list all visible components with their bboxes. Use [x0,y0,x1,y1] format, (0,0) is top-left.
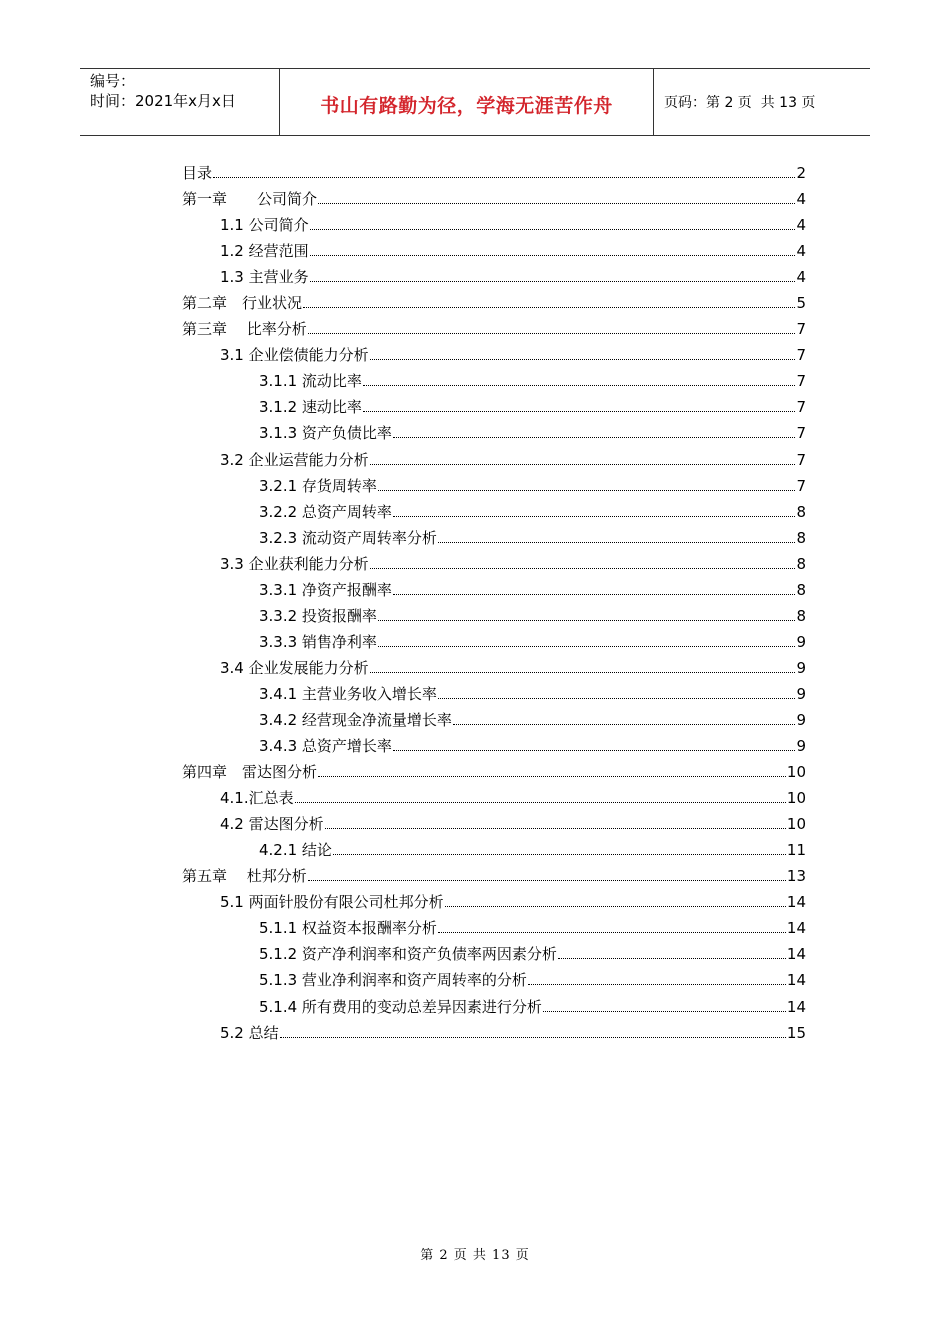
toc-entry[interactable] [182,915,806,941]
toc-entry[interactable] [182,368,806,394]
toc-entry[interactable] [182,420,806,446]
toc-entry[interactable] [182,1020,806,1046]
toc-entry[interactable] [182,551,806,577]
toc-entry[interactable] [182,785,806,811]
toc-entry-page: 13 [786,867,806,886]
toc-entry[interactable] [182,707,806,733]
toc-entry-page: 7 [796,320,806,339]
toc-entry[interactable] [182,473,806,499]
toc-entry-label: 5.1.2 资产净利润率和资产负债率两因素分析 [259,945,557,964]
toc-dot-leader [363,384,796,386]
toc-entry-label: 第一章 公司简介 [182,190,318,209]
toc-entry-label: 5.1 两面针股份有限公司杜邦分析 [220,893,444,912]
toc-entry-label: 3.1.2 速动比率 [259,398,362,417]
toc-entry-page: 7 [796,372,806,391]
toc-entry-page: 9 [796,684,806,703]
toc-entry-page: 7 [796,476,806,495]
toc-entry-page: 8 [796,528,806,547]
toc-entry-label: 4.2 雷达图分析 [220,815,324,834]
toc-entry-page: 10 [786,815,806,834]
toc-dot-leader [308,332,796,334]
toc-entry[interactable] [182,811,806,837]
toc-entry-label: 1.2 经营范围 [220,242,309,261]
toc-entry[interactable] [182,967,806,993]
toc-entry[interactable] [182,681,806,707]
toc-entry[interactable] [182,160,806,186]
toc-entry-page: 14 [786,919,806,938]
toc-entry-label: 3.2 企业运营能力分析 [220,450,369,469]
toc-dot-leader [393,749,796,751]
toc-entry-page: 8 [796,502,806,521]
toc-dot-leader [370,358,796,360]
toc-entry-label: 3.3.1 净资产报酬率 [259,580,392,599]
document-header [80,68,870,136]
page-footer: 第 2 页 共 13 页 [420,1248,530,1263]
toc-entry-page: 2 [796,164,806,182]
toc-entry-label: 1.1 公司简介 [220,216,309,235]
toc-entry[interactable] [182,577,806,603]
toc-dot-leader [370,671,796,673]
toc-entry-page: 14 [786,893,806,912]
toc-entry[interactable] [182,264,806,290]
toc-entry-page: 15 [786,1023,806,1042]
toc-entry[interactable] [182,655,806,681]
motto-text: 书山有路勤为径，学海无涯苦作舟 [320,94,613,117]
toc-dot-leader [325,827,786,829]
toc-entry[interactable] [182,290,806,316]
toc-entry-page: 9 [796,658,806,677]
toc-dot-leader [363,410,796,412]
toc-entry-page: 14 [786,971,806,990]
toc-entry-label: 3.3.3 销售净利率 [259,632,377,651]
toc-entry-label: 5.1.4 所有费用的变动总差异因素进行分析 [259,997,542,1016]
toc-entry[interactable] [182,186,806,212]
toc-entry-label: 3.2.3 流动资产周转率分析 [259,528,437,547]
toc-entry[interactable] [182,342,806,368]
toc-entry-page: 14 [786,997,806,1016]
toc-entry-label: 5.2 总结 [220,1023,279,1042]
toc-dot-leader [438,931,786,933]
toc-entry[interactable] [182,759,806,785]
toc-entry-label: 目录 [182,164,213,182]
toc-entry[interactable] [182,837,806,863]
toc-entry-page: 8 [796,606,806,625]
toc-entry-label: 3.3 企业获利能力分析 [220,554,369,573]
toc-dot-leader [213,176,795,178]
toc-dot-leader [393,515,796,517]
toc-dot-leader [318,202,795,204]
toc-entry-label: 3.1 企业偿债能力分析 [220,346,369,365]
toc-dot-leader [310,254,796,256]
toc-entry-label: 3.3.2 投资报酬率 [259,606,377,625]
toc-entry[interactable] [182,994,806,1020]
toc-dot-leader [393,593,796,595]
toc-entry-label: 5.1.1 权益资本报酬率分析 [259,919,437,938]
toc-entry-label: 3.4 企业发展能力分析 [220,658,369,677]
toc-entry[interactable] [182,447,806,473]
toc-dot-leader [393,436,796,438]
toc-entry-page: 8 [796,554,806,573]
toc-entry[interactable] [182,394,806,420]
toc-entry[interactable] [182,889,806,915]
toc-entry-label: 第二章 行业状况 [182,294,303,313]
toc-entry-page: 10 [786,763,806,782]
toc-entry-page: 5 [796,294,806,313]
toc-dot-leader [370,463,796,465]
table-of-contents [182,160,806,1046]
toc-dot-leader [310,228,796,230]
toc-dot-leader [438,697,796,699]
toc-entry-label: 3.1.1 流动比率 [259,372,362,391]
toc-entry-label: 3.4.2 经营现金净流量增长率 [259,710,452,729]
page-info-text: 页码：第 2 页 共 13 页 [664,95,816,111]
toc-entry-label: 3.2.1 存货周转率 [259,476,377,495]
toc-entry-label: 3.1.3 资产负债比率 [259,424,392,443]
toc-entry-page: 14 [786,945,806,964]
toc-dot-leader [558,957,786,959]
toc-entry[interactable] [182,941,806,967]
toc-entry-page: 9 [796,632,806,651]
toc-dot-leader [333,853,786,855]
toc-dot-leader [303,306,795,308]
toc-entry-label: 4.2.1 结论 [259,841,332,860]
toc-entry-label: 第三章 比率分析 [182,320,307,339]
toc-dot-leader [543,1010,786,1012]
toc-entry-label: 4.1.汇总表 [220,789,294,808]
toc-entry-page: 9 [796,710,806,729]
toc-entry[interactable] [182,212,806,238]
toc-dot-leader [370,567,796,569]
toc-entry-page: 4 [796,268,806,287]
toc-dot-leader [308,879,786,881]
toc-dot-leader [280,1036,786,1038]
toc-entry-label: 第四章 雷达图分析 [182,763,318,782]
toc-dot-leader [295,801,786,803]
toc-entry[interactable] [182,238,806,264]
toc-entry-page: 7 [796,398,806,417]
header-motto-cell [280,69,654,135]
toc-dot-leader [438,541,796,543]
toc-dot-leader [378,619,796,621]
toc-dot-leader [310,280,796,282]
toc-dot-leader [528,983,786,985]
toc-entry[interactable] [182,525,806,551]
toc-entry-page: 11 [786,841,806,860]
date-text: 时间：2021年x月x日 [90,92,236,110]
toc-entry-page: 7 [796,450,806,469]
toc-entry-label: 3.4.1 主营业务收入增长率 [259,684,437,703]
toc-dot-leader [378,645,796,647]
toc-entry-page: 4 [796,216,806,235]
toc-dot-leader [378,489,796,491]
toc-entry-page: 7 [796,346,806,365]
toc-dot-leader [453,723,796,725]
header-page-cell [654,69,870,135]
toc-entry[interactable] [182,629,806,655]
toc-dot-leader [445,905,786,907]
toc-entry-page: 9 [796,737,806,756]
toc-entry[interactable] [182,316,806,342]
toc-entry-page: 8 [796,580,806,599]
serial-number-label: 编号： [90,72,136,90]
toc-entry-page: 7 [796,424,806,443]
toc-entry-label: 1.3 主营业务 [220,268,309,287]
toc-entry-page: 4 [796,242,806,261]
toc-entry-page: 10 [786,789,806,808]
toc-entry[interactable] [182,863,806,889]
toc-entry-label: 5.1.3 营业净利润率和资产周转率的分析 [259,971,527,990]
toc-entry[interactable] [182,499,806,525]
toc-entry-label: 3.2.2 总资产周转率 [259,502,392,521]
toc-entry-label: 3.4.3 总资产增长率 [259,737,392,756]
toc-entry-label: 第五章 杜邦分析 [182,867,307,886]
header-meta-cell [80,69,280,135]
toc-entry[interactable] [182,733,806,759]
toc-entry-page: 4 [796,190,806,209]
toc-dot-leader [318,775,786,777]
toc-entry[interactable] [182,603,806,629]
